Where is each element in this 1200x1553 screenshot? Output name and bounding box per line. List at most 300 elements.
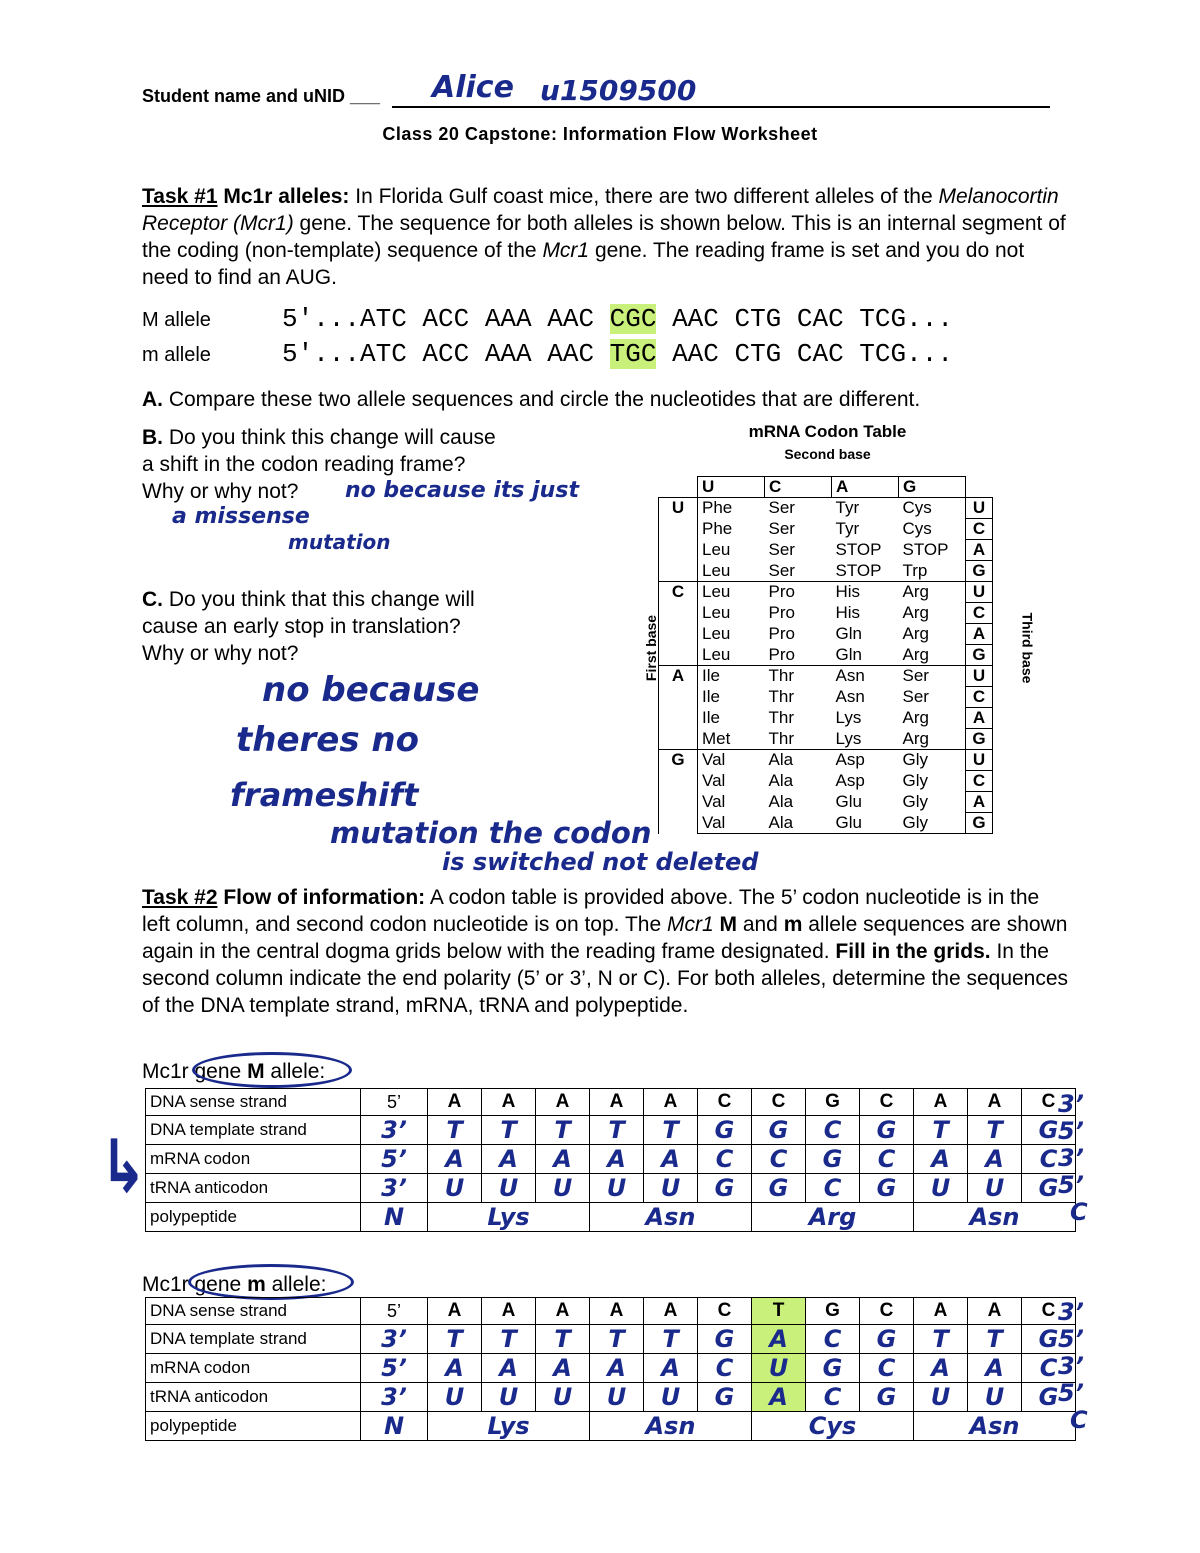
nucleotide-value[interactable]: G [768,1174,789,1202]
third-base-cell: C [966,771,993,792]
amino-acid-cell: Ser [899,687,966,708]
amino-acid-cell: Ala [768,792,794,811]
third-base-cell: G [966,561,993,582]
polarity-cell[interactable] [361,1116,428,1145]
nucleotide-value: C [879,1091,894,1112]
nucleotide-cell [482,1089,536,1116]
allele-seq-M: 5′...ATC ACC AAA AAC CGC AAC CTG CAC TCG... [282,304,953,334]
nucleotide-value: A [933,1300,948,1321]
nucleotide-cell[interactable] [644,1325,698,1354]
nucleotide-cell[interactable] [428,1383,482,1412]
allele-seq-m: 5′...ATC ACC AAA AAC TGC AAC CTG CAC TCG... [282,339,953,369]
grid-row-template [146,1325,1076,1354]
nucleotide-value[interactable]: G [768,1116,789,1144]
nucleotide-cell[interactable] [536,1116,590,1145]
amino-acid-cell: Gln [835,644,862,664]
polarity-value[interactable]: 3’ [381,1116,407,1144]
first-base-C: C [659,582,698,666]
nucleotide-cell [806,1089,860,1116]
nucleotide-value: G [825,1300,840,1321]
nucleotide-cell[interactable] [698,1116,752,1145]
nucleotide-value: A [501,1091,516,1112]
codon-row [659,729,993,750]
third-base-cell: U [966,498,993,519]
amino-acid-cell[interactable] [752,1203,914,1232]
nucleotide-cell[interactable] [428,1116,482,1145]
amino-acid-value[interactable]: Asn [969,1203,1020,1231]
grid-m-caption: Mc1r gene m allele: [142,1273,327,1296]
nucleotide-value[interactable]: G [822,1145,843,1173]
nucleotide-value[interactable]: T [608,1325,625,1353]
nucleotide-value[interactable]: G [714,1116,735,1144]
nucleotide-cell[interactable] [698,1354,752,1383]
nucleotide-value[interactable]: U [552,1383,573,1411]
nucleotide-value[interactable]: C [823,1325,842,1353]
nucleotide-value[interactable]: A [931,1145,950,1173]
nucleotide-cell[interactable] [860,1174,914,1203]
nucleotide-cell[interactable] [860,1145,914,1174]
answer-c-line1[interactable]: no because [262,670,480,710]
nucleotide-cell[interactable] [644,1174,698,1203]
grid-row-trna [146,1174,1076,1203]
nucleotide-value: C [717,1091,732,1112]
nucleotide-value[interactable]: T [446,1116,463,1144]
nucleotide-value[interactable]: U [444,1383,465,1411]
nucleotide-value[interactable]: G [822,1354,843,1382]
nucleotide-cell[interactable] [590,1116,644,1145]
nucleotide-cell[interactable] [482,1354,536,1383]
answer-b-line2[interactable]: a missense [172,504,310,529]
nucleotide-cell[interactable] [590,1325,644,1354]
nucleotide-value[interactable]: T [500,1116,517,1144]
nucleotide-cell[interactable] [536,1174,590,1203]
nucleotide-value[interactable]: A [985,1145,1004,1173]
polarity-value[interactable]: 5’ [381,1145,407,1173]
nucleotide-cell[interactable] [752,1354,806,1383]
answer-c-line3[interactable]: frameshift [230,776,419,814]
amino-acid-cell[interactable] [914,1203,1076,1232]
nucleotide-cell[interactable] [806,1383,860,1412]
polarity-cell [361,1089,428,1116]
amino-acid-cell: Pro [765,582,832,603]
nucleotide-cell[interactable] [698,1325,752,1354]
polarity-value: 5’ [386,1300,401,1321]
nucleotide-cell[interactable] [644,1354,698,1383]
amino-acid-value[interactable]: Lys [487,1203,530,1231]
nucleotide-cell [590,1089,644,1116]
task2-number: Task #2 [142,886,218,909]
row-label: DNA sense strand [146,1089,361,1116]
nucleotide-cell [644,1089,698,1116]
amino-acid-cell: Ser [768,560,795,580]
codon-row [659,519,993,540]
amino-acid-cell: Arg [899,603,966,624]
nucleotide-cell[interactable] [752,1383,806,1412]
right-polarity[interactable]: 3’ [1058,1144,1084,1172]
polarity-value[interactable]: N [383,1203,405,1231]
nucleotide-cell[interactable] [428,1325,482,1354]
amino-acid-cell: Asn [835,687,865,706]
nucleotide-value: A [933,1091,948,1112]
nucleotide-cell[interactable] [536,1325,590,1354]
amino-acid-cell: Ile [698,708,765,729]
nucleotide-value[interactable]: A [445,1354,464,1382]
corner-cell [966,477,993,498]
nucleotide-value[interactable]: U [660,1174,681,1202]
nucleotide-value[interactable]: U [498,1383,519,1411]
nucleotide-cell[interactable] [914,1145,968,1174]
nucleotide-value[interactable]: A [499,1145,518,1173]
polarity-cell[interactable] [361,1145,428,1174]
nucleotide-value[interactable]: A [607,1354,626,1382]
nucleotide-value[interactable]: A [607,1145,626,1173]
amino-acid-cell: Gly [899,771,966,792]
nucleotide-value[interactable]: C [769,1145,788,1173]
codon-row [659,561,993,582]
nucleotide-cell[interactable] [752,1174,806,1203]
nucleotide-cell[interactable] [968,1383,1022,1412]
nucleotide-value[interactable]: U [930,1174,951,1202]
nucleotide-cell[interactable] [914,1116,968,1145]
amino-acid-cell: Gln [835,624,862,643]
task2-topic: Flow of information: [223,886,426,909]
nucleotide-value[interactable]: A [553,1354,572,1382]
second-base-C: C [765,477,832,498]
nucleotide-cell[interactable] [968,1116,1022,1145]
nucleotide-value: T [772,1300,785,1321]
polarity-value[interactable]: 3’ [381,1325,407,1353]
nucleotide-cell[interactable] [428,1354,482,1383]
nucleotide-value[interactable]: U [498,1174,519,1202]
nucleotide-value[interactable]: C [823,1174,842,1202]
codon-row [659,498,993,519]
nucleotide-value[interactable]: T [932,1116,949,1144]
right-polarity[interactable]: 5’ [1058,1117,1084,1145]
grid-row-template [146,1116,1076,1145]
polarity-cell [361,1298,428,1325]
amino-acid-cell: STOP [899,540,966,561]
third-base-cell: C [966,519,993,540]
nucleotide-cell[interactable] [860,1383,914,1412]
nucleotide-cell[interactable] [752,1145,806,1174]
amino-acid-cell: Ala [768,771,794,790]
nucleotide-cell [536,1089,590,1116]
nucleotide-cell[interactable] [590,1174,644,1203]
right-polarity[interactable]: C [1070,1406,1088,1434]
nucleotide-value[interactable]: A [445,1145,464,1173]
nucleotide-value[interactable]: C [823,1116,842,1144]
nucleotide-value[interactable]: T [662,1325,679,1353]
amino-acid-value[interactable]: Lys [487,1412,530,1440]
nucleotide-value[interactable]: U [768,1354,789,1382]
nucleotide-value[interactable]: T [446,1325,463,1353]
nucleotide-cell[interactable] [698,1174,752,1203]
amino-acid-cell: Met [698,729,765,750]
amino-acid-value[interactable]: Arg [808,1203,857,1231]
nucleotide-value[interactable]: U [444,1174,465,1202]
nucleotide-cell[interactable] [806,1174,860,1203]
polarity-cell[interactable] [361,1383,428,1412]
polarity-value[interactable]: 5’ [381,1354,407,1382]
nucleotide-cell [428,1089,482,1116]
nucleotide-value[interactable]: U [984,1174,1005,1202]
nucleotide-value: A [447,1091,462,1112]
nucleotide-value[interactable]: U [606,1383,627,1411]
question-a: A. Compare these two allele sequences and circle the nucleotides that are different. [142,388,921,411]
nucleotide-cell[interactable] [482,1145,536,1174]
nucleotide-cell[interactable] [968,1145,1022,1174]
nucleotide-value[interactable]: A [769,1383,788,1411]
nucleotide-value[interactable]: G [876,1325,897,1353]
third-base-cell: U [966,666,993,687]
amino-acid-cell: Thr [768,687,794,706]
nucleotide-value[interactable]: T [986,1116,1003,1144]
nucleotide-cell[interactable] [968,1174,1022,1203]
nucleotide-value[interactable]: T [608,1116,625,1144]
nucleotide-value[interactable]: C [1039,1145,1058,1173]
nucleotide-cell[interactable] [482,1174,536,1203]
third-base-cell: G [966,813,993,834]
task1-topic: Mc1r alleles: [223,185,350,208]
nucleotide-cell[interactable] [860,1325,914,1354]
nucleotide-value[interactable]: C [877,1354,896,1382]
nucleotide-value[interactable]: T [986,1325,1003,1353]
grid-M [145,1088,1076,1232]
row-label: DNA sense strand [146,1298,361,1325]
nucleotide-value[interactable]: G [1038,1325,1059,1353]
nucleotide-cell[interactable] [860,1354,914,1383]
gene-short: Mcr1 [542,239,590,262]
right-polarity[interactable]: 3’ [1058,1298,1084,1326]
nucleotide-cell[interactable] [806,1145,860,1174]
nucleotide-value[interactable]: G [876,1116,897,1144]
nucleotide-value[interactable]: G [876,1174,897,1202]
task1-number: Task #1 [142,185,218,208]
polarity-cell[interactable] [361,1412,428,1441]
nucleotide-value[interactable]: U [930,1383,951,1411]
nucleotide-cell[interactable] [914,1325,968,1354]
nucleotide-value[interactable]: U [660,1383,681,1411]
nucleotide-value[interactable]: T [554,1116,571,1144]
amino-acid-cell: Ser [899,666,966,687]
amino-acid-cell: Arg [899,708,966,729]
answer-c-line4[interactable]: mutation the codon [330,816,652,850]
nucleotide-cell[interactable] [536,1145,590,1174]
polarity-cell[interactable] [361,1203,428,1232]
polarity-cell[interactable] [361,1325,428,1354]
nucleotide-value[interactable]: A [769,1325,788,1353]
nucleotide-value[interactable]: A [553,1145,572,1173]
nucleotide-value[interactable]: C [715,1354,734,1382]
student-unid-value[interactable]: u1509500 [540,74,697,107]
polarity-value[interactable]: N [383,1412,405,1440]
nucleotide-value[interactable]: U [984,1383,1005,1411]
nucleotide-value: C [1041,1300,1056,1321]
amino-acid-cell: Glu [835,792,862,811]
amino-acid-cell: STOP [835,540,882,559]
nucleotide-cell[interactable] [590,1383,644,1412]
nucleotide-cell[interactable] [860,1116,914,1145]
right-polarity[interactable]: 5’ [1058,1171,1084,1199]
codon-row [659,666,993,687]
nucleotide-value[interactable]: A [931,1354,950,1382]
amino-acid-cell: Cys [899,519,966,540]
nucleotide-value[interactable]: A [661,1145,680,1173]
amino-acid-cell: Leu [698,582,765,603]
amino-acid-value[interactable]: Asn [969,1412,1020,1440]
nucleotide-value[interactable]: T [554,1325,571,1353]
nucleotide-cell[interactable] [590,1145,644,1174]
nucleotide-cell[interactable] [428,1174,482,1203]
third-base-cell: A [966,708,993,729]
nucleotide-cell[interactable] [644,1383,698,1412]
amino-acid-cell: Leu [698,624,765,645]
right-polarity[interactable]: 3’ [1058,1352,1084,1380]
nucleotide-cell [914,1298,968,1325]
amino-acid-cell: Asp [832,750,899,771]
right-polarity[interactable]: 3’ [1058,1090,1084,1118]
nucleotide-cell[interactable] [644,1145,698,1174]
nucleotide-value[interactable]: A [499,1354,518,1382]
nucleotide-value[interactable]: G [1038,1174,1059,1202]
nucleotide-value[interactable]: T [662,1116,679,1144]
first-base-label: First base [643,614,660,682]
row-label: mRNA codon [146,1145,361,1174]
nucleotide-value[interactable]: G [714,1174,735,1202]
nucleotide-value: A [663,1091,678,1112]
polarity-cell[interactable] [361,1174,428,1203]
grid-row-mrna [146,1145,1076,1174]
nucleotide-cell [428,1298,482,1325]
nucleotide-value[interactable]: C [1039,1354,1058,1382]
nucleotide-cell[interactable] [536,1354,590,1383]
nucleotide-value[interactable]: U [606,1174,627,1202]
nucleotide-value: A [501,1300,516,1321]
nucleotide-cell[interactable] [806,1354,860,1383]
nucleotide-cell[interactable] [968,1354,1022,1383]
amino-acid-cell[interactable] [428,1412,590,1441]
nucleotide-value[interactable]: G [876,1383,897,1411]
amino-acid-value[interactable]: Cys [808,1412,857,1440]
right-polarity[interactable]: 5’ [1058,1379,1084,1407]
nucleotide-cell [860,1089,914,1116]
nucleotide-cell[interactable] [644,1116,698,1145]
nucleotide-value[interactable]: C [877,1145,896,1173]
row-label: mRNA codon [146,1354,361,1383]
nucleotide-value[interactable]: U [552,1174,573,1202]
nucleotide-cell[interactable] [428,1145,482,1174]
right-polarity[interactable]: C [1070,1198,1088,1226]
polarity-cell[interactable] [361,1354,428,1383]
nucleotide-value[interactable]: T [932,1325,949,1353]
nucleotide-cell[interactable] [698,1383,752,1412]
nucleotide-value[interactable]: A [661,1354,680,1382]
name-underline [392,106,1050,108]
nucleotide-cell[interactable] [536,1383,590,1412]
nucleotide-cell[interactable] [482,1383,536,1412]
nucleotide-value[interactable]: G [1038,1116,1059,1144]
amino-acid-cell: Arg [899,582,966,603]
nucleotide-cell[interactable] [968,1325,1022,1354]
nucleotide-value[interactable]: G [714,1383,735,1411]
amino-acid-cell: Ala [765,750,832,771]
amino-acid-cell: Val [698,771,765,792]
nucleotide-cell [644,1298,698,1325]
codon-row [659,540,993,561]
amino-acid-value[interactable]: Asn [645,1412,696,1440]
amino-acid-cell[interactable] [590,1412,752,1441]
amino-acid-value[interactable]: Asn [645,1203,696,1231]
nucleotide-value[interactable]: A [985,1354,1004,1382]
nucleotide-cell [968,1089,1022,1116]
codon-table-header [659,477,993,498]
amino-acid-cell: Lys [835,728,862,748]
third-base-cell: G [966,645,993,666]
answer-c-line5[interactable]: is switched not deleted [442,848,759,876]
amino-acid-cell: Pro [768,603,795,622]
amino-acid-cell[interactable] [428,1203,590,1232]
amino-acid-cell: Arg [899,729,966,750]
nucleotide-cell[interactable] [752,1116,806,1145]
amino-acid-cell[interactable] [590,1203,752,1232]
nucleotide-value[interactable]: C [715,1145,734,1173]
amino-acid-cell: Asn [832,666,899,687]
nucleotide-cell[interactable] [914,1354,968,1383]
right-polarity[interactable]: 5’ [1058,1325,1084,1353]
answer-c-line2[interactable]: theres no [236,720,419,760]
polarity-value[interactable]: 3’ [381,1174,407,1202]
amino-acid-cell: Arg [899,624,966,645]
answer-b-line3[interactable]: mutation [288,530,391,554]
amino-acid-cell[interactable] [752,1412,914,1441]
nucleotide-cell[interactable] [914,1383,968,1412]
grid-row-sense [146,1089,1076,1116]
nucleotide-cell [698,1298,752,1325]
grid-m [145,1297,1076,1441]
amino-acid-cell: Tyr [832,498,899,519]
grid-m-caption-circle [188,1264,354,1300]
nucleotide-cell[interactable] [752,1325,806,1354]
nucleotide-cell[interactable] [914,1174,968,1203]
third-base-cell: U [966,750,993,771]
amino-acid-cell: Val [698,792,765,813]
nucleotide-cell[interactable] [482,1325,536,1354]
student-name-value[interactable]: Alice [432,70,514,105]
nucleotide-cell[interactable] [698,1145,752,1174]
nucleotide-cell[interactable] [482,1116,536,1145]
nucleotide-value[interactable]: T [500,1325,517,1353]
nucleotide-value[interactable]: G [1038,1383,1059,1411]
amino-acid-cell: Phe [698,519,765,540]
allele-label-M: M allele [142,309,211,331]
amino-acid-cell: Gly [899,813,966,834]
nucleotide-cell[interactable] [590,1354,644,1383]
grid-row-poly [146,1203,1076,1232]
polarity-value[interactable]: 3’ [381,1383,407,1411]
nucleotide-value[interactable]: C [823,1383,842,1411]
nucleotide-cell[interactable] [806,1116,860,1145]
amino-acid-cell: Pro [768,624,795,643]
answer-b-line1[interactable]: no because its just [345,478,579,503]
row-label: DNA template strand [146,1116,361,1145]
amino-acid-cell: His [832,582,899,603]
nucleotide-cell[interactable] [806,1325,860,1354]
amino-acid-cell: Lys [835,708,862,727]
amino-acid-cell[interactable] [914,1412,1076,1441]
nucleotide-cell [752,1298,806,1325]
task1-text-3: gene. The reading frame is set and you do not need to find an AUG. [142,239,1025,289]
nucleotide-value[interactable]: G [714,1325,735,1353]
